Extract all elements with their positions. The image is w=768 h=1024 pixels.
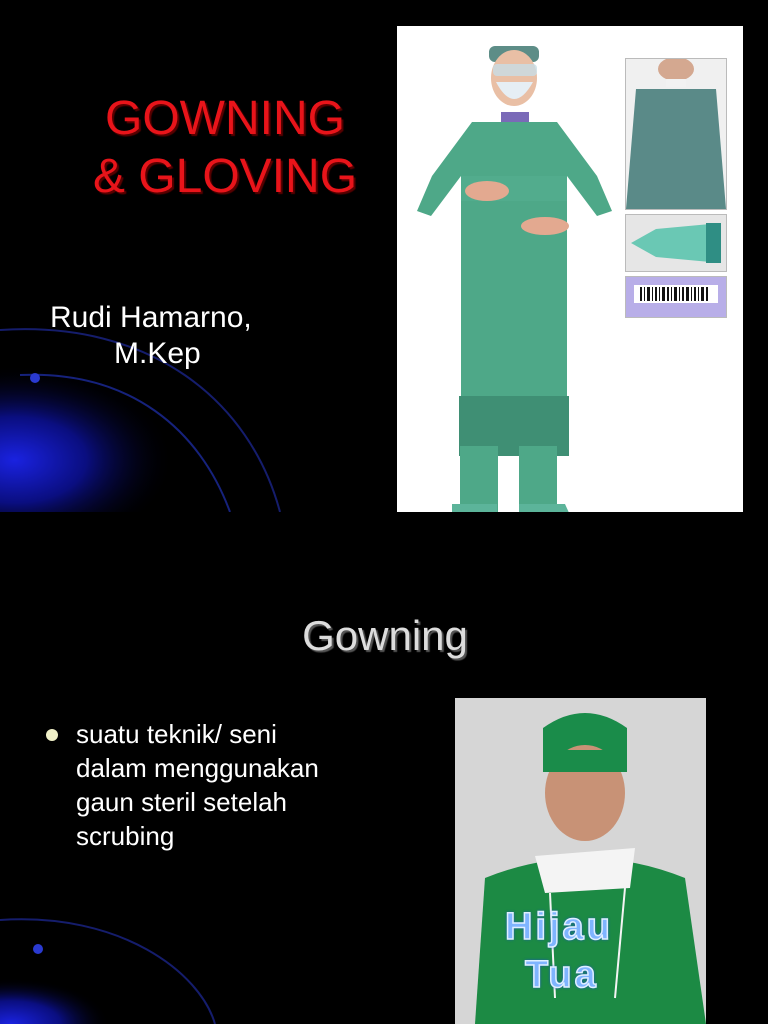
overlay-word-2: Tua — [525, 954, 599, 996]
title-line-1: GOWNING — [105, 92, 345, 145]
bullet-list — [46, 717, 376, 853]
author-line-1: Rudi Hamarno, — [50, 301, 252, 334]
surgeon-portrait-photo — [455, 698, 706, 1024]
slide-title — [40, 90, 410, 206]
author-line-2: M.Kep — [114, 337, 201, 370]
gown-back-inset — [625, 58, 727, 210]
bullet-text: suatu teknik/ seni dalam menggunakan gaun steril setelah scrubing — [76, 719, 319, 851]
author-name — [50, 300, 252, 372]
folded-gown-inset — [625, 214, 727, 272]
title-line-2: & GLOVING — [92, 150, 358, 203]
barcode-label-inset — [625, 276, 727, 318]
surgeon-gown-photo — [397, 26, 743, 512]
slide-2-title: Gowning — [302, 612, 468, 659]
list-item — [46, 717, 376, 853]
slide-2 — [0, 512, 768, 1024]
bullet-dot-icon — [46, 729, 58, 741]
overlay-word-1: Hijau — [505, 906, 613, 948]
